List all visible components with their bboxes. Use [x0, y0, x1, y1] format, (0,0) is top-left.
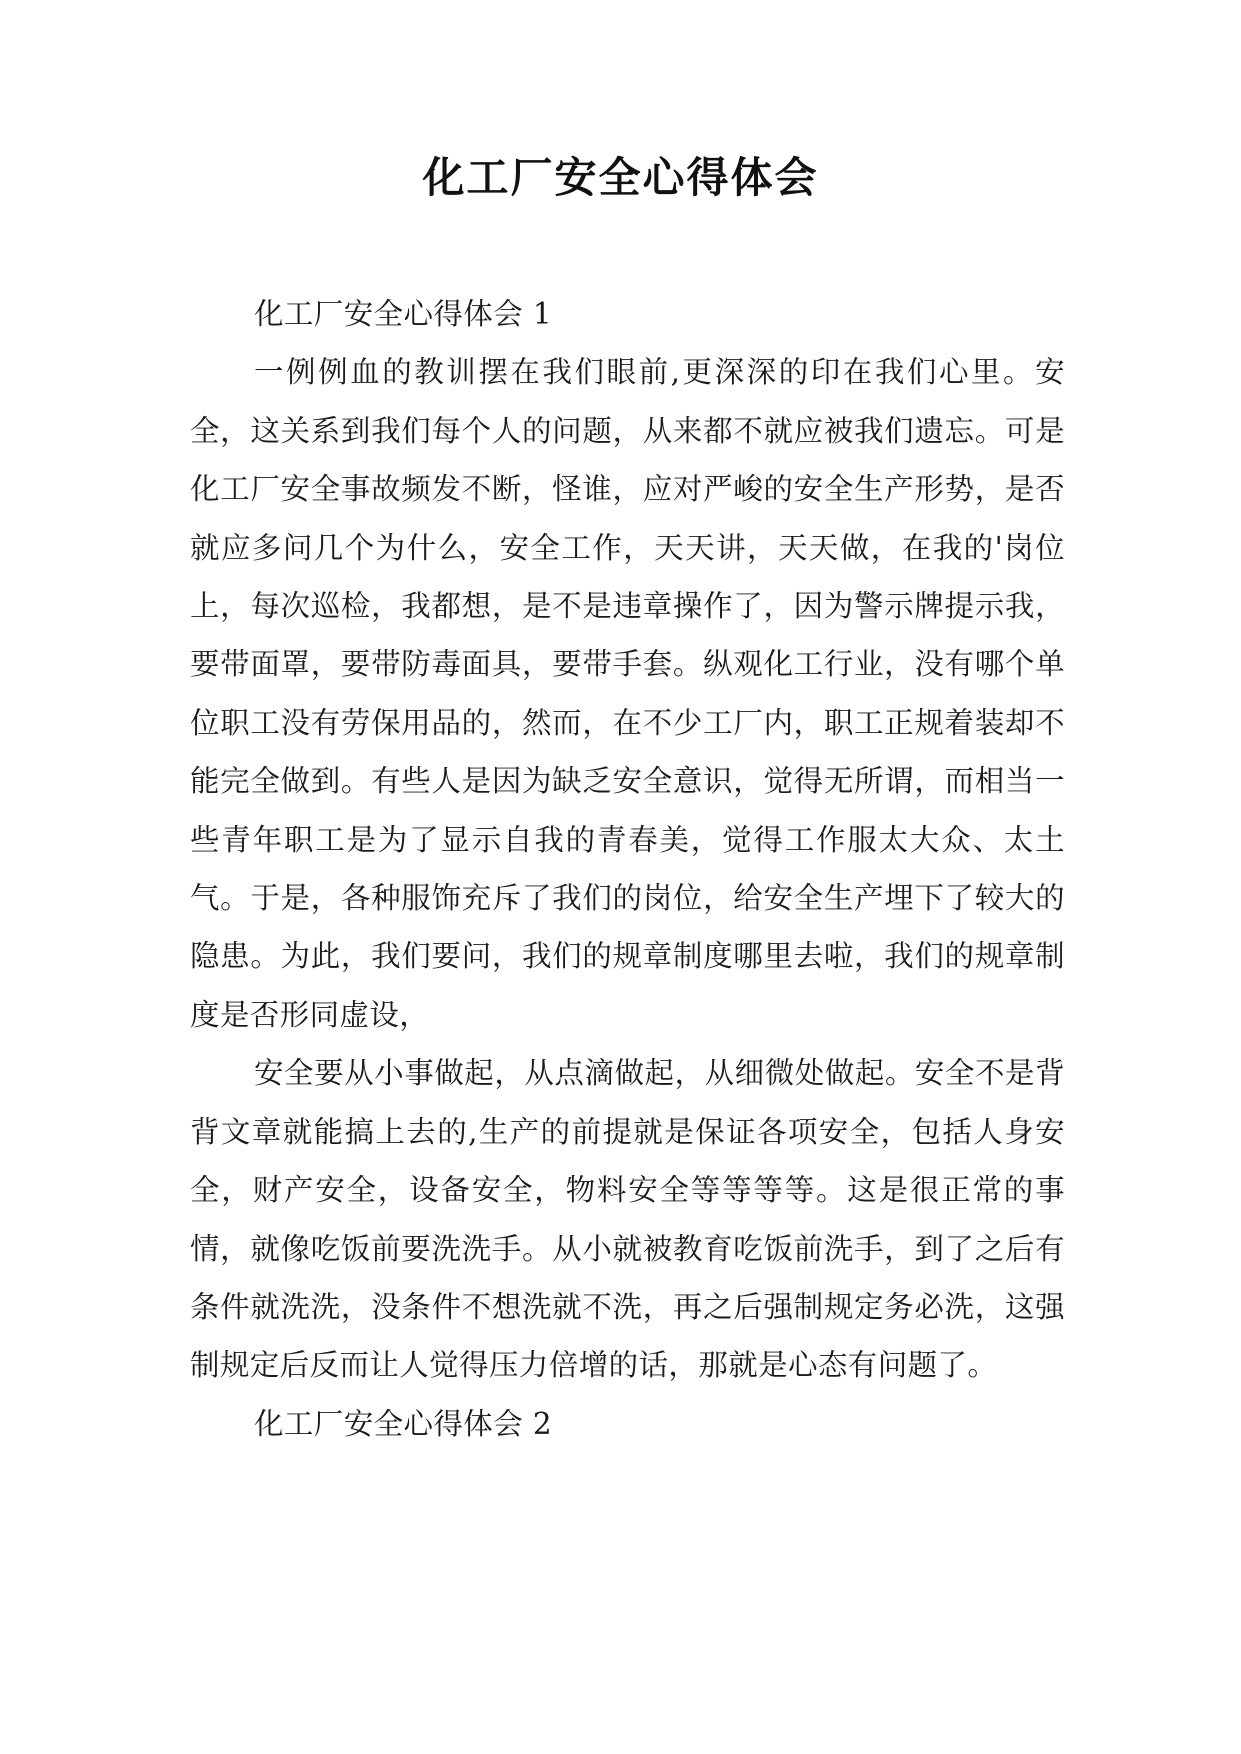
document-title: 化工厂安全心得体会	[422, 153, 819, 202]
body-paragraph: 安全要从小事做起，从点滴做起，从细微处做起。安全不是背背文章就能搞上去的,生产的前提就是保证各项安全，包括人身安全，财产安全，设备安全，物料安全等等等等。这是很正常的事情，就像吃饭前要洗洗手。从小就被教育吃饭前洗手，到了之后有条件就洗洗，没条件不想洗就不洗，再之后强制规定务必洗，这强制规定后反而让人觉得压力倍增的话，那就是心态有问题了。	[190, 1056, 1065, 1383]
document-body	[190, 285, 1065, 1453]
section-heading-1: 化工厂安全心得体会 1	[254, 297, 553, 331]
body-paragraph: 一例例血的教训摆在我们眼前,更深深的印在我们心里。安全，这关系到我们每个人的问题，从来都不就应被我们遗忘。可是化工厂安全事故频发不断，怪谁，应对严峻的安全生产形势，是否就应多问几个为什么，安全工作，天天讲，天天做，在我的'岗位上，每次巡检，我都想，是不是违章操作了，因为警示牌提示我，要带面罩，要带防毒面具，要带手套。纵观化工行业，没有哪个单位职工没有劳保用品的，然而，在不少工厂内，职工正规着装却不能完全做到。有些人是因为缺乏安全意识，觉得无所谓，而相当一些青年职工是为了显示自我的青春美，觉得工作服太大众、太土气。于是，各种服饰充斥了我们的岗位，给安全生产埋下了较大的隐患。为此，我们要问，我们的规章制度哪里去啦，我们的规章制度是否形同虚设，	[190, 355, 1065, 1032]
section-heading-2: 化工厂安全心得体会 2	[254, 1406, 553, 1441]
